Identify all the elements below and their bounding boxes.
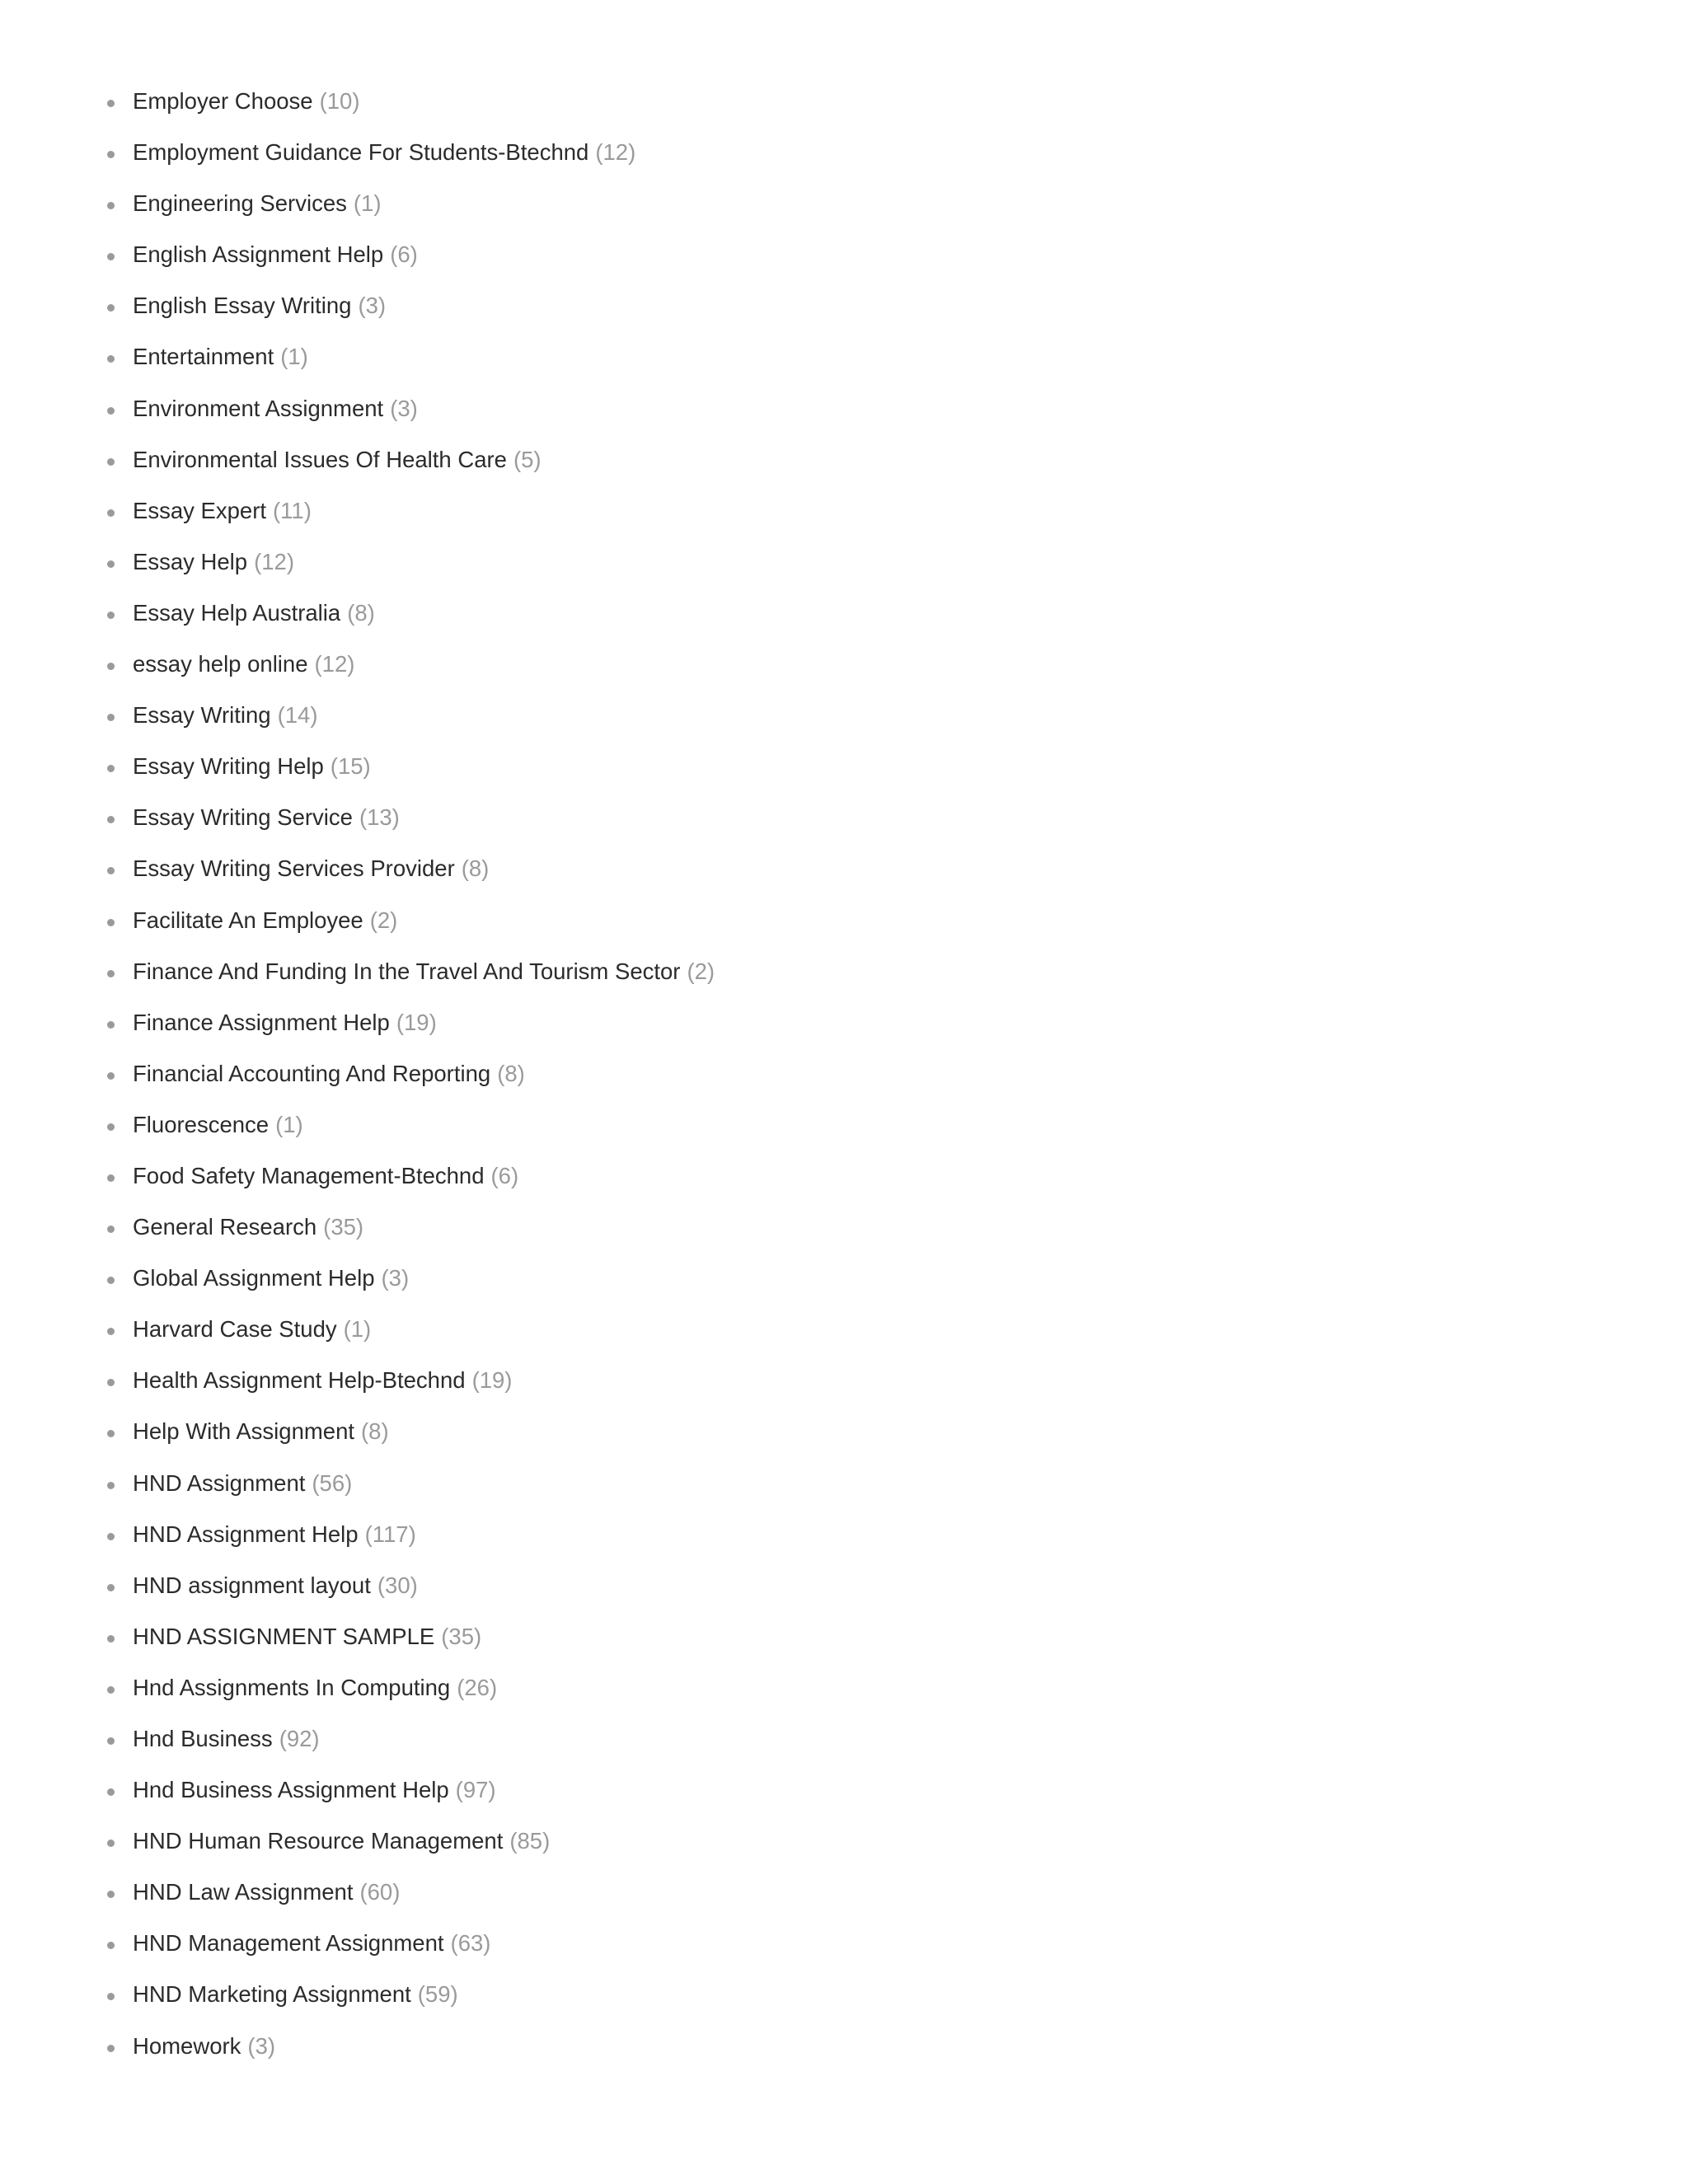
bullet-icon — [107, 1686, 115, 1694]
category-link[interactable]: General Research — [133, 1214, 317, 1240]
bullet-icon — [107, 1635, 115, 1643]
bullet-icon — [107, 1737, 115, 1745]
category-count: (6) — [390, 241, 418, 268]
category-link[interactable]: Help With Assignment — [133, 1418, 354, 1445]
category-count: (11) — [273, 497, 312, 523]
list-item — [133, 483, 715, 534]
category-link[interactable]: Environment Assignment — [133, 395, 384, 421]
bullet-icon — [107, 151, 115, 158]
list-item — [133, 1711, 715, 1762]
bullet-icon — [107, 1482, 115, 1489]
bullet-icon — [107, 560, 115, 568]
list-item — [133, 995, 715, 1046]
category-link[interactable]: HND Assignment Help — [133, 1521, 359, 1547]
bullet-icon — [107, 253, 115, 260]
category-list — [133, 73, 715, 2069]
category-count: (85) — [509, 1828, 551, 1854]
category-count: (59) — [417, 1981, 458, 2008]
list-item — [133, 381, 715, 432]
category-link[interactable]: Engineering Services — [133, 190, 347, 217]
bullet-icon — [107, 867, 115, 874]
category-link[interactable]: HND Law Assignment — [133, 1879, 354, 1905]
category-link[interactable]: Health Assignment Help-Btechnd — [133, 1367, 466, 1394]
list-item — [133, 1352, 715, 1404]
category-link[interactable]: Essay Writing Services Provider — [133, 855, 455, 882]
list-item — [133, 1966, 715, 2018]
category-count: (15) — [330, 753, 371, 780]
list-item — [133, 124, 715, 176]
list-item — [133, 687, 715, 738]
category-link[interactable]: Employment Guidance For Students-Btechnd — [133, 139, 589, 166]
bullet-icon — [107, 509, 115, 517]
bullet-icon — [107, 1430, 115, 1437]
category-link[interactable]: Fluorescence — [133, 1111, 270, 1137]
bullet-icon — [107, 970, 115, 977]
bullet-icon — [107, 100, 115, 107]
list-item — [133, 1813, 715, 1864]
bullet-icon — [107, 407, 115, 415]
list-item — [133, 790, 715, 841]
category-count: (3) — [390, 395, 418, 421]
bullet-icon — [107, 765, 115, 772]
list-item — [133, 176, 715, 227]
category-link[interactable]: Homework — [133, 2032, 241, 2059]
list-item — [133, 1046, 715, 1097]
list-item — [133, 893, 715, 944]
list-item — [133, 1097, 715, 1148]
bullet-icon — [107, 1891, 115, 1898]
category-link[interactable]: English Essay Writing — [133, 293, 352, 319]
category-count: (26) — [457, 1674, 498, 1700]
list-item — [133, 1148, 715, 1199]
category-count: (6) — [490, 1162, 519, 1188]
bullet-icon — [107, 1021, 115, 1029]
category-link[interactable]: Hnd Business — [133, 1726, 273, 1751]
list-item — [133, 2018, 715, 2069]
category-link[interactable]: Essay Help — [133, 548, 248, 574]
category-link[interactable]: HND assignment layout — [133, 1572, 371, 1598]
list-item — [133, 1199, 715, 1250]
category-count: (117) — [364, 1521, 416, 1547]
category-count: (12) — [254, 548, 294, 574]
category-link[interactable]: Global Assignment Help — [133, 1265, 375, 1291]
category-link[interactable]: English Assignment Help — [133, 241, 384, 268]
category-count: (60) — [359, 1879, 401, 1905]
category-link[interactable]: Employer Choose — [133, 88, 313, 114]
category-count: (92) — [279, 1726, 320, 1751]
category-count: (35) — [323, 1214, 364, 1240]
list-item — [133, 1250, 715, 1301]
category-link[interactable]: Facilitate An Employee — [133, 907, 363, 933]
bullet-icon — [107, 1379, 115, 1386]
category-count: (1) — [343, 1316, 372, 1343]
category-link[interactable]: Essay Writing — [133, 702, 271, 729]
list-item — [133, 1404, 715, 1455]
bullet-icon — [107, 714, 115, 721]
category-count: (12) — [595, 139, 636, 166]
category-link[interactable]: Entertainment — [133, 344, 274, 370]
list-item — [133, 329, 715, 380]
category-count: (8) — [497, 1060, 525, 1086]
list-item — [133, 1507, 715, 1558]
category-count: (13) — [359, 804, 400, 831]
category-link[interactable]: Food Safety Management-Btechnd — [133, 1162, 485, 1188]
category-count: (56) — [312, 1469, 353, 1496]
list-item — [133, 1915, 715, 1966]
bullet-icon — [107, 1174, 115, 1182]
category-count: (5) — [513, 446, 542, 472]
category-count: (1) — [280, 344, 308, 370]
list-item — [133, 432, 715, 483]
list-item — [133, 636, 715, 687]
list-item — [133, 841, 715, 892]
list-item — [133, 227, 715, 278]
category-count: (3) — [247, 2032, 276, 2059]
category-link[interactable]: Essay Expert — [133, 497, 267, 523]
category-count: (2) — [687, 958, 715, 984]
bullet-icon — [107, 304, 115, 312]
category-count: (19) — [471, 1367, 513, 1394]
bullet-icon — [107, 1226, 115, 1233]
bullet-icon — [107, 1788, 115, 1796]
list-item — [133, 534, 715, 585]
category-count: (14) — [277, 702, 318, 729]
bullet-icon — [107, 1584, 115, 1591]
category-count: (35) — [441, 1623, 482, 1649]
list-item — [133, 944, 715, 995]
category-count: (8) — [361, 1418, 389, 1445]
category-link[interactable]: Essay Help Australia — [133, 599, 341, 626]
bullet-icon — [107, 1993, 115, 2000]
bullet-icon — [107, 919, 115, 926]
category-link[interactable]: Environmental Issues Of Health Care — [133, 446, 507, 472]
category-count: (8) — [347, 599, 375, 626]
list-item — [133, 1762, 715, 1813]
bullet-icon — [107, 1072, 115, 1080]
bullet-icon — [107, 1328, 115, 1335]
category-count: (8) — [461, 855, 490, 882]
category-link[interactable]: HND Human Resource Management — [133, 1828, 504, 1854]
category-link[interactable]: Hnd Assignments In Computing — [133, 1674, 451, 1700]
bullet-icon — [107, 355, 115, 363]
bullet-icon — [107, 1533, 115, 1540]
category-link[interactable]: Essay Writing Service — [133, 804, 353, 831]
list-item — [133, 738, 715, 790]
category-count: (19) — [396, 1009, 437, 1035]
bullet-icon — [107, 202, 115, 209]
category-link[interactable]: HND Marketing Assignment — [133, 1981, 411, 2008]
category-count: (12) — [314, 651, 355, 677]
category-link[interactable]: Finance And Funding In the Travel And Tourism Sector — [133, 958, 681, 984]
category-link[interactable]: Essay Writing Help — [133, 753, 324, 780]
list-item — [133, 1455, 715, 1507]
list-item — [133, 1609, 715, 1660]
list-item — [133, 585, 715, 636]
category-count: (3) — [381, 1265, 410, 1291]
category-count: (63) — [450, 1930, 491, 1957]
category-link[interactable]: Finance Assignment Help — [133, 1009, 390, 1035]
category-link[interactable]: HND Management Assignment — [133, 1930, 444, 1957]
category-link[interactable]: Harvard Case Study — [133, 1316, 337, 1343]
category-count: (2) — [369, 907, 398, 933]
category-count: (1) — [275, 1111, 303, 1137]
bullet-icon — [107, 663, 115, 670]
list-item — [133, 1558, 715, 1609]
category-link[interactable]: HND ASSIGNMENT SAMPLE — [133, 1623, 435, 1649]
bullet-icon — [107, 1123, 115, 1131]
category-count: (10) — [319, 88, 360, 114]
bullet-icon — [107, 816, 115, 823]
category-count: (30) — [377, 1572, 418, 1598]
list-item — [133, 1864, 715, 1915]
category-count: (1) — [353, 190, 382, 217]
category-link[interactable]: Hnd Business Assignment Help — [133, 1777, 449, 1803]
bullet-icon — [107, 458, 115, 466]
bullet-icon — [107, 612, 115, 619]
bullet-icon — [107, 2045, 115, 2052]
category-count: (3) — [358, 293, 387, 319]
category-link[interactable]: HND Assignment — [133, 1469, 306, 1496]
category-link[interactable]: Financial Accounting And Reporting — [133, 1060, 491, 1086]
bullet-icon — [107, 1277, 115, 1284]
list-item — [133, 278, 715, 329]
bullet-icon — [107, 1840, 115, 1847]
bullet-icon — [107, 1942, 115, 1949]
list-item — [133, 73, 715, 124]
category-count: (97) — [455, 1777, 496, 1803]
category-link[interactable]: essay help online — [133, 651, 308, 677]
list-item — [133, 1301, 715, 1352]
list-item — [133, 1660, 715, 1711]
